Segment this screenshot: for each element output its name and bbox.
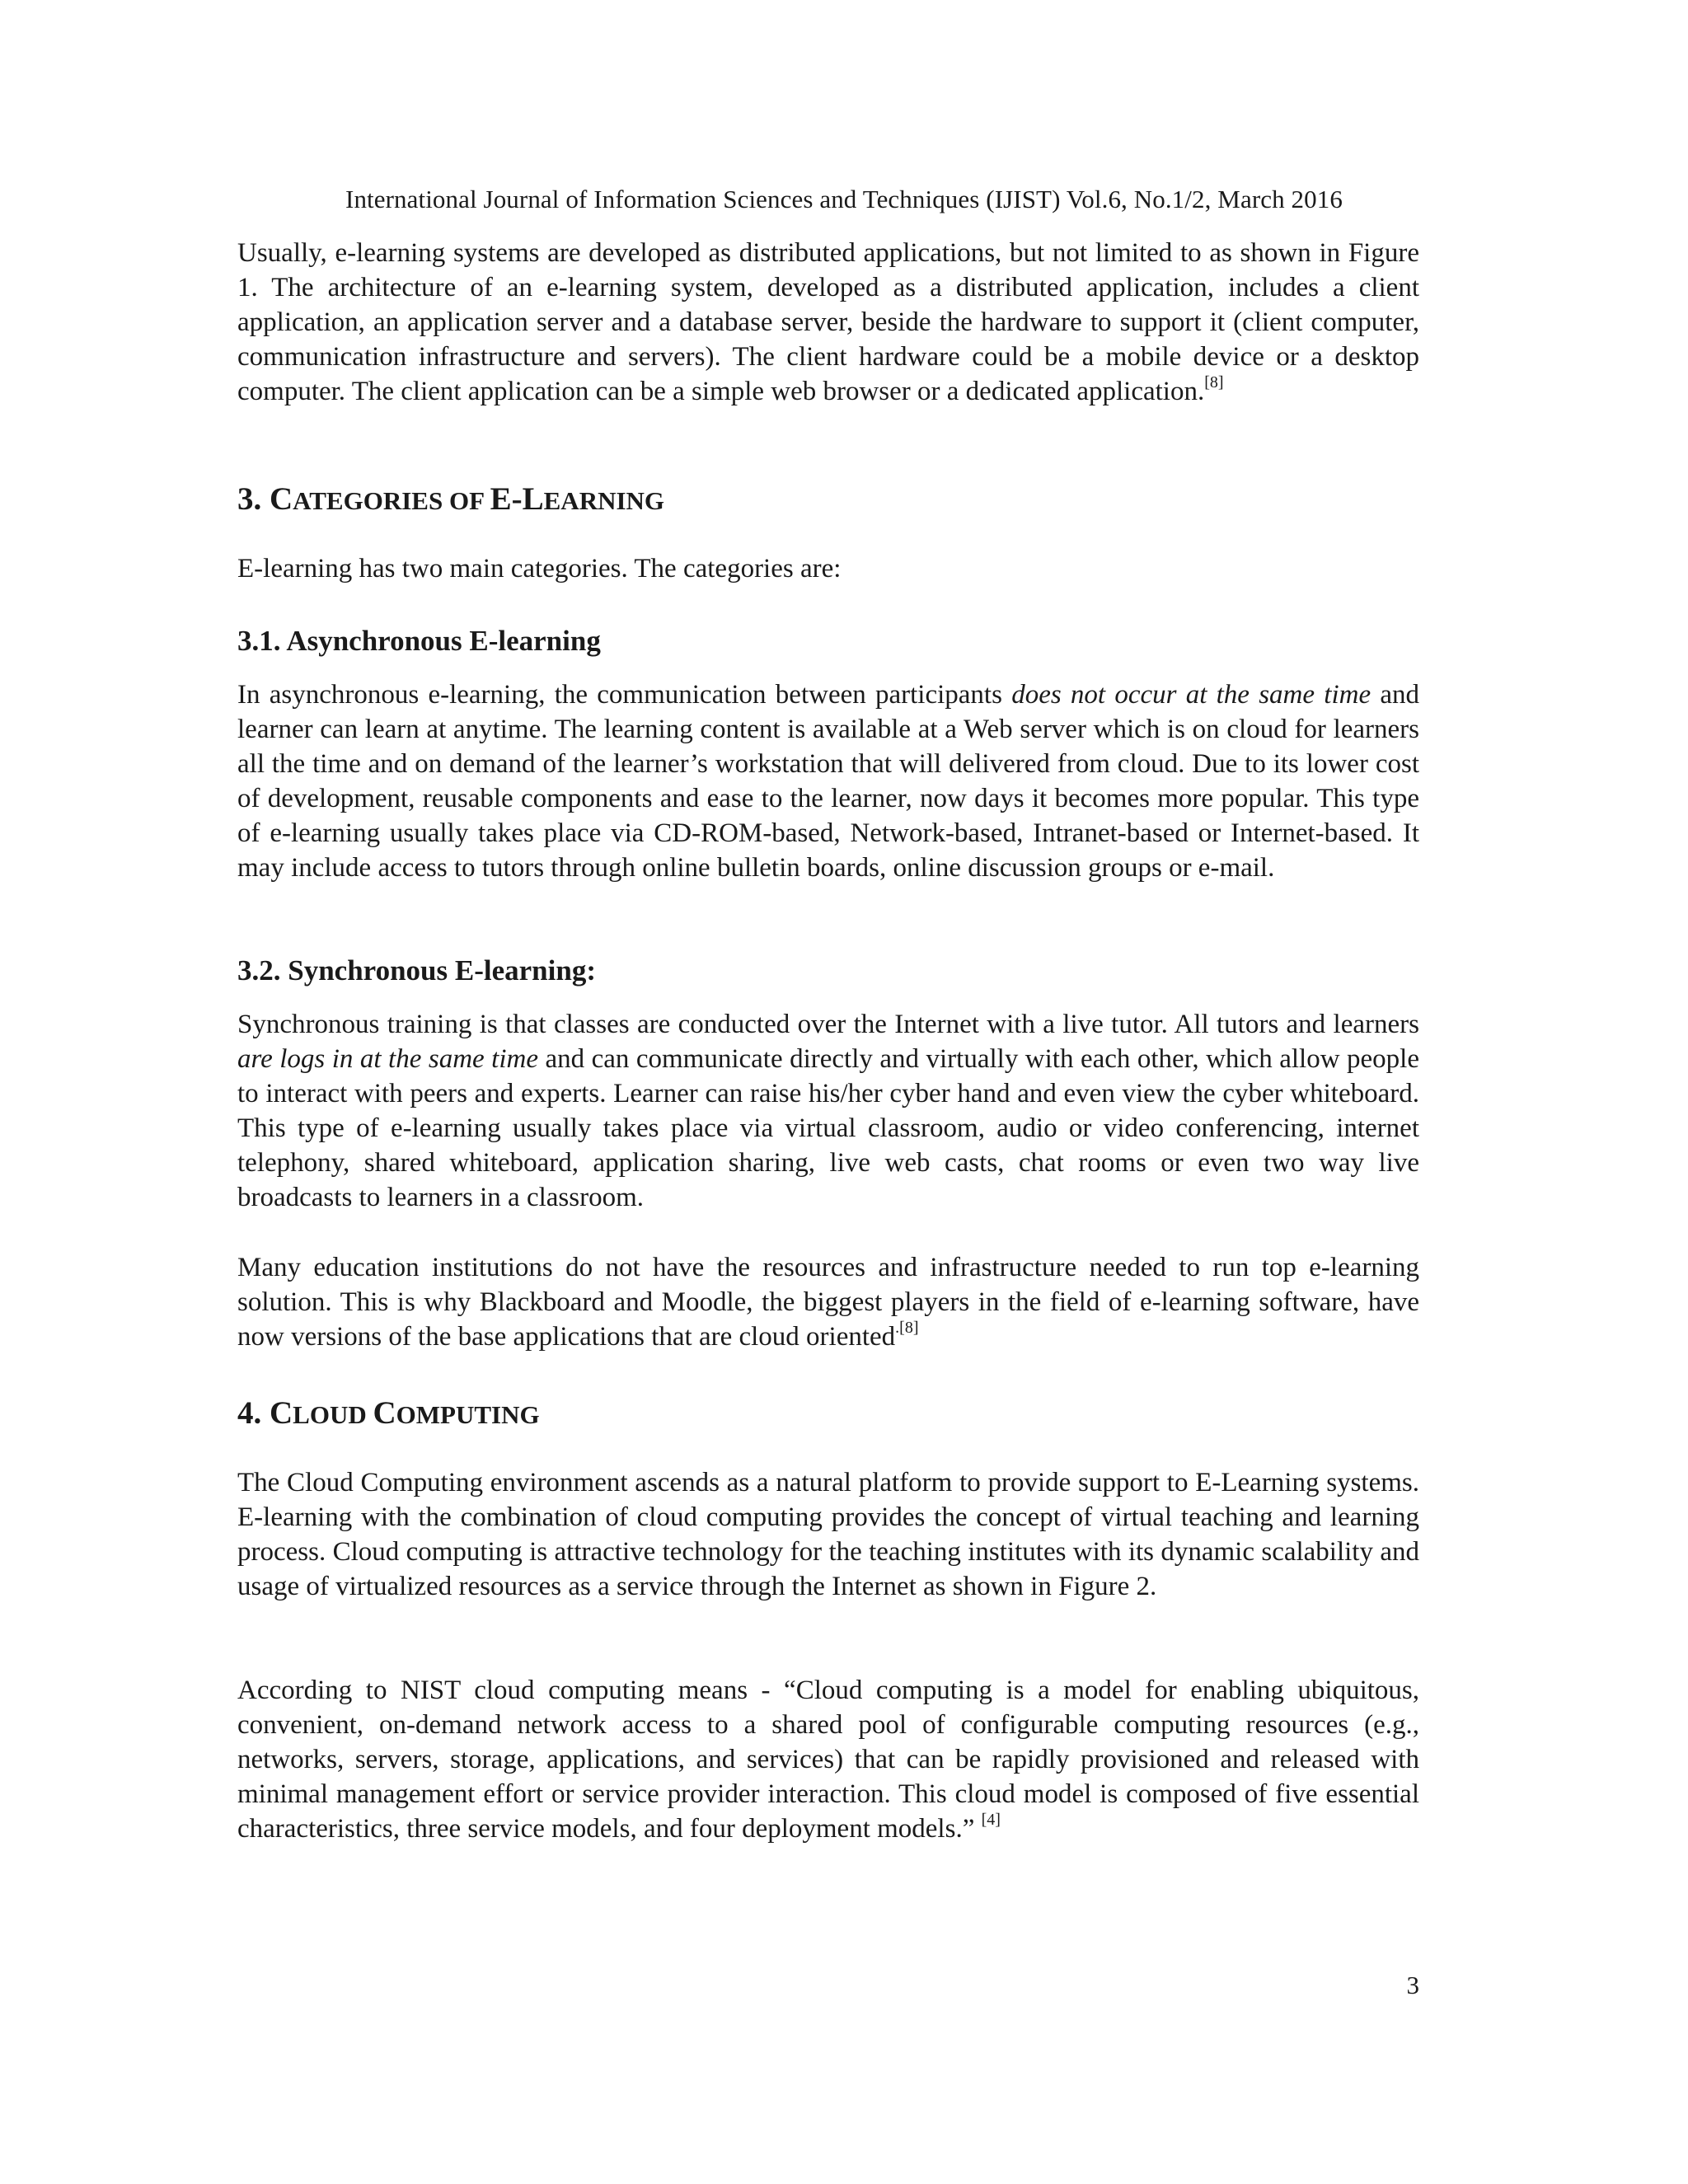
section-3-intro-block: [237, 551, 1419, 586]
intro-paragraph: Usually, e-learning systems are developed as distributed applications, but not limited to as shown in Figure 1. The architecture of an e-learning system, developed as a distributed application, includes a client application, an application server and a database server, beside the hardware to support it (client computer, communication infrastructure and servers). The client hardware could be a mobile device or a desktop computer. The client application can be a simple web browser or a dedicated application.[8]: [237, 238, 1419, 406]
section-4-paragraph-2: According to NIST cloud computing means - “Cloud computing is a model for enabling ubiquitous, convenient, on-demand network access to a shared pool of configurable computing resources (e.g., networks, servers, storage, applications, and services) that can be rapidly provisioned and released with minimal management effort or service provider interaction. This cloud model is composed of five essential characteristics, three service models, and four deployment models.” [4]: [237, 1675, 1419, 1844]
section-3-heading: 3. CATEGORIES OF E-LEARNING: [237, 481, 665, 517]
subsection-3-1-block: [237, 677, 1419, 885]
subsection-3-2-paragraph: Synchronous training is that classes are conducted over the Internet with a live tutor. All tutors and learners are logs in at the same time and can communicate directly and virtually with each other, which allow people to interact with peers and experts. Learner can raise his/her cyber hand and even view the cyber whiteboard. This type of e-learning usually takes place via virtual classroom, audio or video conferencing, internet telephony, shared whiteboard, application sharing, live web casts, chat rooms or even two way live broadcasts to learners in a classroom.: [237, 1010, 1419, 1212]
subsection-3-2-block: [237, 1007, 1419, 1215]
section-4-paragraph-1: The Cloud Computing environment ascends as a natural platform to provide support to E-Learning systems. E-learning with the combination of cloud computing provides the concept of virtual teaching and learning process. Cloud computing is attractive technology for the teaching institutes with its dynamic scalability and usage of virtualized resources as a service through the Internet as shown in Figure 2.: [237, 1468, 1419, 1601]
section-3-closing-paragraph: Many education institutions do not have the resources and infrastructure needed to run top e-learning solution. This is why Blackboard and Moodle, the biggest players in the field of e-learning software, have now versions of the base applications that are cloud oriented$^{.[8]}$: [237, 1253, 1419, 1352]
citation-ref: [8]: [1204, 373, 1224, 391]
subsection-3-1-paragraph: In asynchronous e-learning, the communication between participants does not occur at the same time and learner can learn at anytime. The learning content is available at a Web server which is on cloud for learners all the time and on demand of the learner’s workstation that will delivered from cloud. Due to its lower cost of development, reusable components and ease to the learner, now days it becomes more popular. This type of e-learning usually takes place via CD-ROM-based, Network-based, Intranet-based or Internet-based. It may include access to tutors through online bulletin boards, online discussion groups or e-mail.: [237, 680, 1419, 883]
section-3-intro: E-learning has two main categories. The categories are:: [237, 554, 842, 583]
citation-ref: .[8]: [895, 1319, 919, 1337]
section-3-closing-block: [237, 1250, 1419, 1354]
subsection-3-1-heading: 3.1. Asynchronous E-learning: [237, 625, 601, 657]
citation-ref: [4]: [981, 1811, 1001, 1829]
running-header: International Journal of Information Sciences and Techniques (IJIST) Vol.6, No.1/2, March 2016: [345, 185, 1343, 213]
emphasis-text: are logs in at the same time: [237, 1044, 538, 1074]
emphasis-text: does not occur at the same time: [1011, 680, 1372, 710]
section-4-heading: 4. CLOUD COMPUTING: [237, 1395, 540, 1431]
page-number: 3: [1406, 1971, 1419, 1999]
subsection-3-2-heading: 3.2. Synchronous E-learning:: [237, 954, 596, 987]
section-4-para2-block: [237, 1673, 1419, 1846]
intro-block: [237, 236, 1419, 409]
section-4-para1-block: [237, 1465, 1419, 1604]
